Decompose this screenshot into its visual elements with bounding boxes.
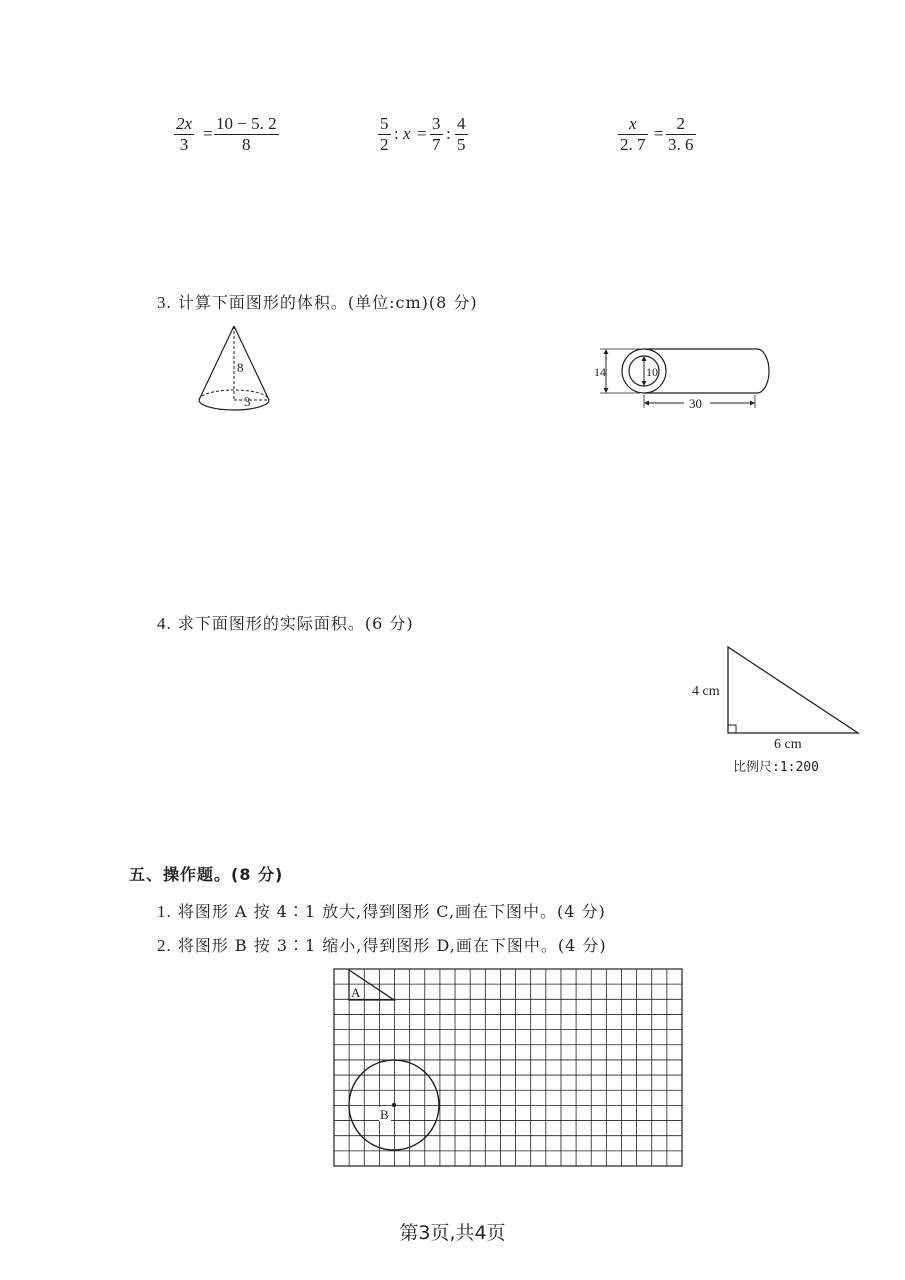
eq3-lhs-fraction xyxy=(618,114,648,155)
page-footer: 第3页,共4页 xyxy=(399,1222,506,1244)
item-1-text: 将图形 A 按 4∶1 放大,得到图形 C,画在下图中。(4 分) xyxy=(177,902,606,921)
eq1-lhs-numerator: 2x xyxy=(176,114,193,133)
eq3-rhs-denominator: 3. 6 xyxy=(668,135,694,154)
grid-border xyxy=(334,969,682,1166)
eq3-rhs-numerator: 2 xyxy=(676,114,685,133)
cylinder-right-end xyxy=(757,349,769,393)
eq1-lhs-denominator: 3 xyxy=(179,135,189,154)
item-2-text: 将图形 B 按 3∶1 缩小,得到图形 D,画在下图中。(4 分) xyxy=(177,936,607,955)
eq2-b-fraction xyxy=(430,114,443,155)
eq2-a-numerator: 5 xyxy=(380,114,389,133)
eq2-c-fraction xyxy=(455,114,468,155)
eq2-b-numerator: 3 xyxy=(432,114,441,133)
drawing-grid[interactable] xyxy=(333,968,685,1170)
cone-radius-label: 3 xyxy=(244,394,251,409)
right-angle-mark xyxy=(728,725,736,733)
eq2-c-denominator: 5 xyxy=(457,135,466,154)
right-triangle-figure xyxy=(690,640,870,752)
item-2-number: 2. xyxy=(157,936,172,955)
question-4-text: 求下面图形的实际面积。(6 分) xyxy=(177,614,414,633)
question-3-text: 计算下面图形的体积。(单位:cm)(8 分) xyxy=(177,293,478,312)
arrowhead xyxy=(644,401,649,406)
eq1-lhs-fraction xyxy=(174,114,194,155)
right-triangle xyxy=(728,647,858,733)
cone-base-front xyxy=(199,400,269,410)
section-5-item-1 xyxy=(157,899,606,922)
triangle-base-label: 6 cm xyxy=(774,737,802,752)
eq2-a-fraction xyxy=(378,114,391,155)
eq3-lhs-numerator: x xyxy=(628,114,637,133)
eq2-ratio-sign-1: : xyxy=(394,124,399,143)
section-5-title: 五、操作题。(8 分) xyxy=(129,865,284,884)
shape-a-label: A xyxy=(351,985,361,1000)
item-1-number: 1. xyxy=(157,902,172,921)
shape-b-center-dot xyxy=(392,1103,396,1107)
section-5-item-2 xyxy=(157,933,607,956)
eq1-equals: = xyxy=(203,124,213,143)
eq3-rhs-fraction xyxy=(666,114,696,155)
grid-lines xyxy=(334,969,682,1166)
outer-diameter-label: 14 xyxy=(594,365,606,379)
cone-figure xyxy=(192,320,282,420)
eq2-c-numerator: 4 xyxy=(457,114,466,133)
eq2-variable: x xyxy=(403,124,411,143)
question-4-number: 4. xyxy=(157,614,172,633)
question-3 xyxy=(157,290,478,313)
cone-height-label: 8 xyxy=(237,360,244,375)
inner-diameter-label: 10 xyxy=(646,365,658,379)
question-4 xyxy=(157,611,414,634)
eq3-equals: = xyxy=(654,124,664,143)
eq1-rhs-numerator: 10 − 5. 2 xyxy=(216,114,277,133)
arrowhead xyxy=(750,401,755,406)
length-label: 30 xyxy=(689,396,702,411)
scale-label: 比例尺:1:200 xyxy=(733,760,819,775)
eq1-rhs-denominator: 8 xyxy=(242,135,251,154)
eq2-a-denominator: 2 xyxy=(380,135,389,154)
eq1-rhs-fraction xyxy=(214,114,279,155)
eq2-ratio-sign-2: : xyxy=(446,124,451,143)
cylinder-figure xyxy=(592,340,782,420)
eq2-equals: = xyxy=(417,124,427,143)
eq3-lhs-denominator: 2. 7 xyxy=(620,135,646,154)
shape-b-label: B xyxy=(380,1107,389,1122)
question-3-number: 3. xyxy=(157,293,172,312)
triangle-height-label: 4 cm xyxy=(692,684,720,699)
eq2-b-denominator: 7 xyxy=(432,135,441,154)
arrowhead xyxy=(604,349,609,354)
cone-left-edge xyxy=(199,326,234,400)
arrowhead xyxy=(604,388,609,393)
